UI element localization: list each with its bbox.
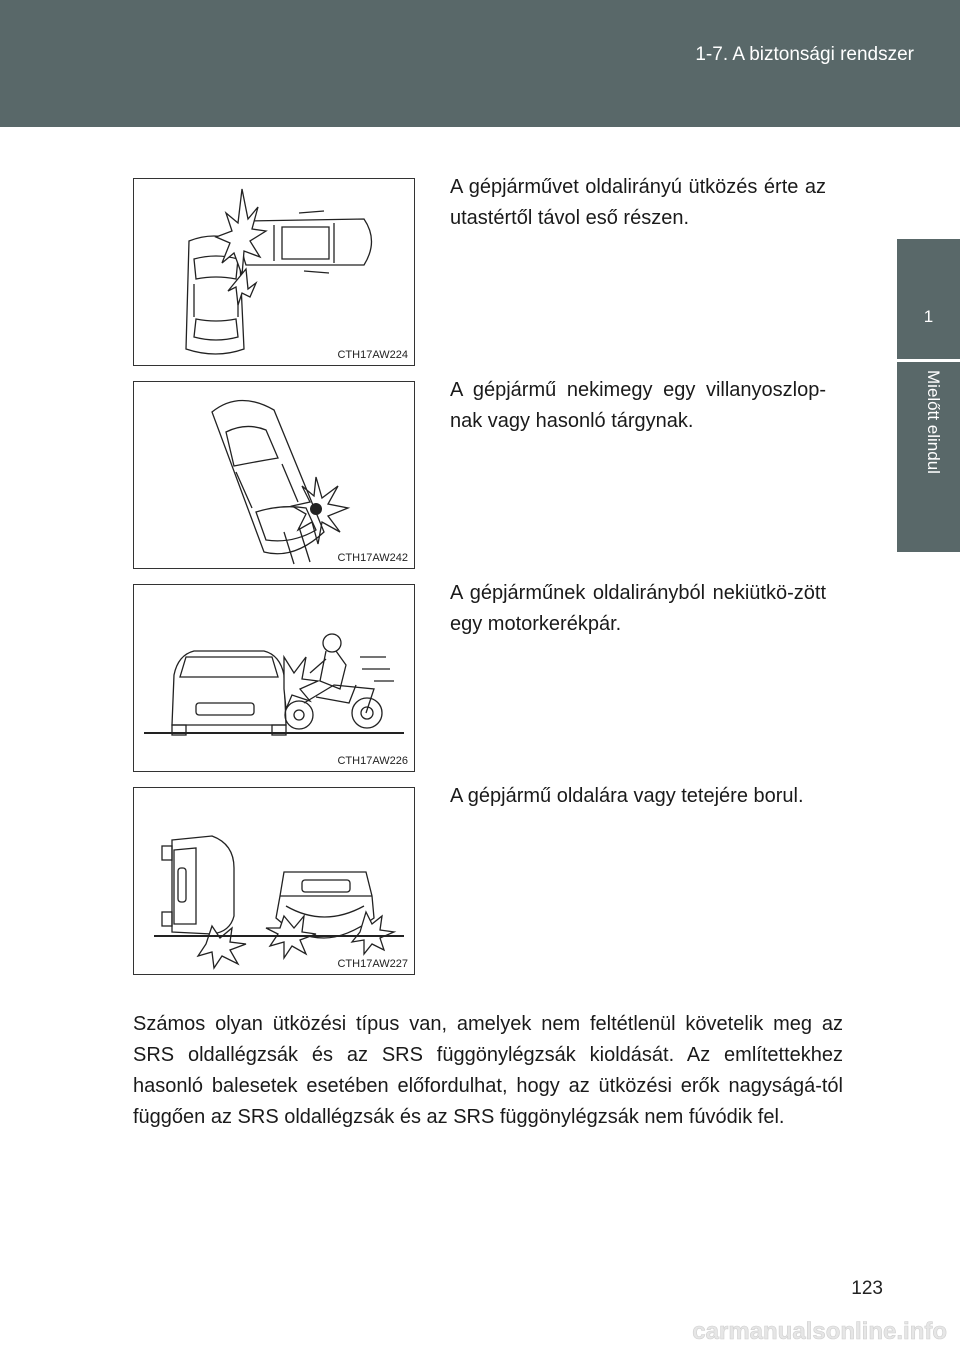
body-paragraph: Számos olyan ütközési típus van, amelyek nem feltétlenül követelik meg az SRS oldallégzsák és az SRS függönylégzsák kioldását. Az említettekhez hasonló balesetek esetében előfordulhat, hogy az ütközési erők nagyságá-tól függően az SRS oldallégzsák és az SRS függönylégzsák nem fúvódik fel. xyxy=(133,1013,843,1128)
chapter-tab xyxy=(897,239,960,359)
figure-caption: A gépjármű oldalára vagy tetejére borul. xyxy=(450,785,804,807)
header-bar xyxy=(0,0,960,127)
figure-code: CTH17AW242 xyxy=(337,552,408,564)
figure-rollover xyxy=(133,787,415,975)
figure-side-collision xyxy=(133,178,415,366)
figure-code: CTH17AW227 xyxy=(337,958,408,970)
figure-caption: A gépjárművet oldalirányú ütközés érte az utastértől távol eső részen. xyxy=(450,176,826,229)
side-collision-illustration xyxy=(134,179,414,365)
watermark-logo xyxy=(592,1316,952,1346)
chapter-title: Mielőtt elindul xyxy=(924,370,943,474)
figure-code: CTH17AW226 xyxy=(337,755,408,767)
figure-pole-collision xyxy=(133,381,415,569)
chapter-title-tab xyxy=(897,362,960,552)
motorcycle-collision-illustration xyxy=(134,585,414,771)
chapter-number: 1 xyxy=(923,307,934,326)
figure-caption: A gépjárműnek oldalirányból nekiütkö-zött egy motorkerékpár. xyxy=(450,582,826,635)
pole-collision-illustration xyxy=(134,382,414,568)
figure-motorcycle-collision xyxy=(133,584,415,772)
figure-code: CTH17AW224 xyxy=(337,349,408,361)
rollover-illustration xyxy=(134,788,414,974)
section-title: 1-7. A biztonsági rendszer xyxy=(695,44,914,65)
page-number: 123 xyxy=(851,1278,883,1299)
figure-caption: A gépjármű nekimegy egy villanyoszlop-nak vagy hasonló tárgynak. xyxy=(450,379,826,432)
svg-text:carmanualsonline.info: carmanualsonline.info xyxy=(692,1318,947,1345)
